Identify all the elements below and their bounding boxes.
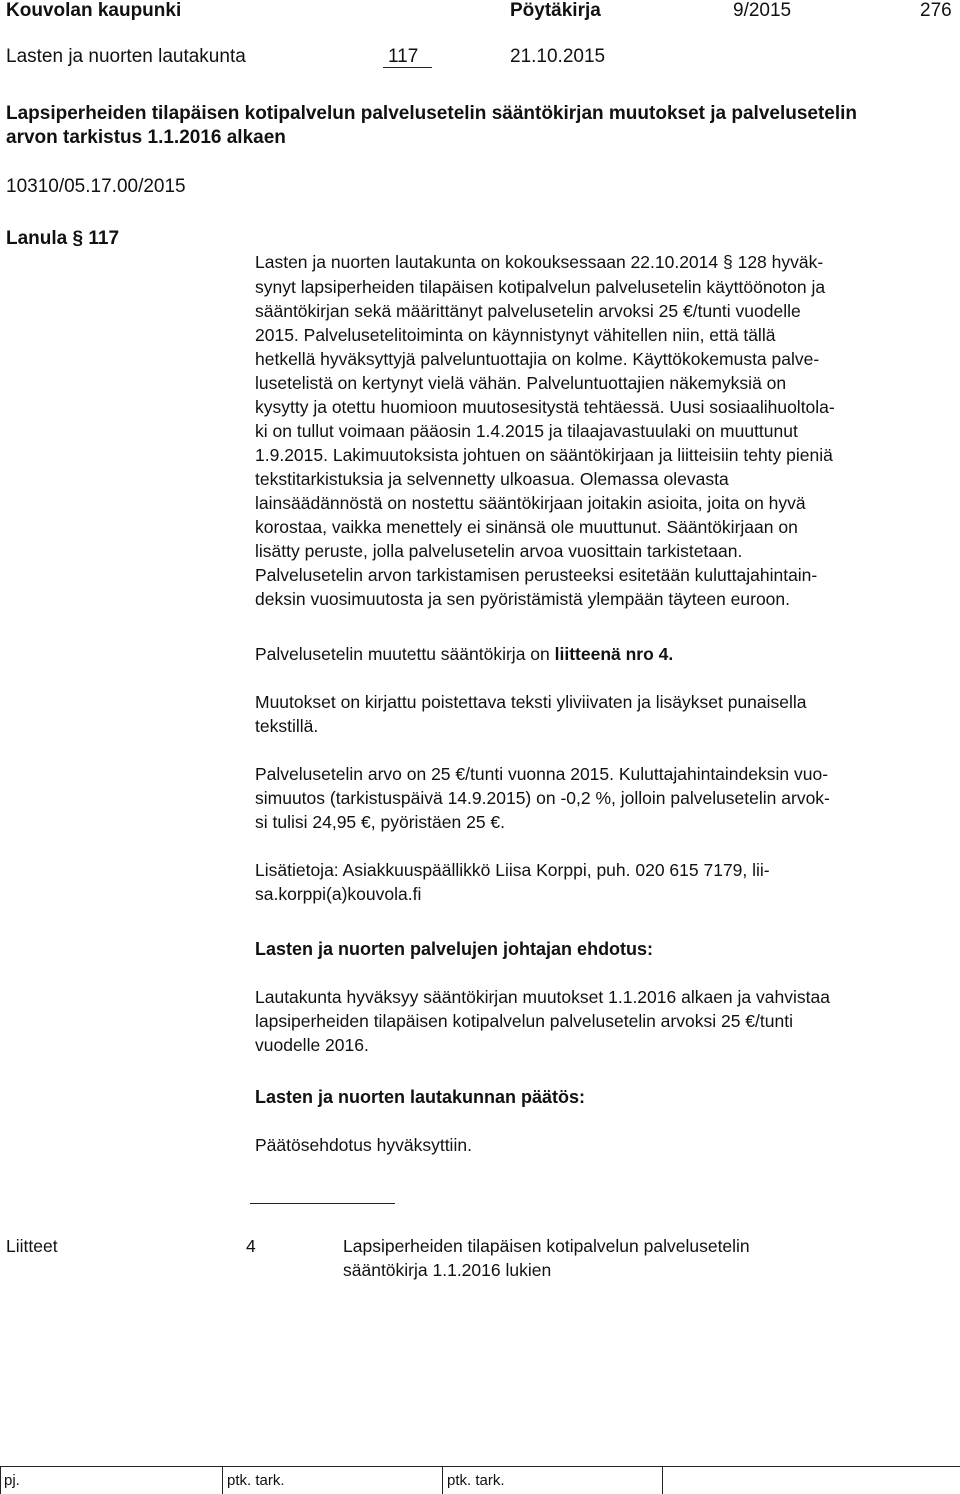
organization-name: Kouvolan kaupunki: [6, 0, 182, 21]
value-note-line: si tulisi 24,95 €, pyöristäen 25 €.: [255, 812, 506, 832]
body-line: 1.9.2015. Lakimuutoksista johtuen on sääntökirjaan ja liitteisiin tehty pieniä: [255, 445, 833, 465]
contact-note-line: Lisätietoja: Asiakkuuspäällikkö Liisa Korppi, puh. 020 615 7179, lii-: [255, 860, 770, 880]
footer-signature-checker-2: ptk. tark.: [447, 1472, 505, 1489]
document-number: 9/2015: [733, 0, 792, 21]
body-line: lusetelistä on kertynyt vielä vähän. Palveluntuottajien näkemyksiä on: [255, 373, 787, 393]
footer-signature-checker-1: ptk. tark.: [227, 1472, 285, 1489]
section-ref-name: Lanula: [6, 228, 68, 249]
attachment-number: 4: [246, 1236, 256, 1256]
section-symbol: §: [72, 228, 84, 249]
contact-note-line: sa.korppi(a)kouvola.fi: [255, 884, 422, 904]
attachments-label: Liitteet: [6, 1236, 58, 1256]
board-name: Lasten ja nuorten lautakunta: [6, 46, 246, 67]
body-line: lainsäädännöstä on nostettu sääntökirjaan joitakin asioita, joita on hyvä: [255, 493, 806, 513]
section-reference: [6, 228, 119, 250]
body-line: synyt lapsiperheiden tilapäisen kotipalvelun palvelusetelin käyttöönoton ja: [255, 277, 826, 297]
body-line: hetkellä hyväksyttyjä palveluntuottajia on kolme. Käyttökokemusta palve-: [255, 349, 820, 369]
proposal-line: vuodelle 2016.: [255, 1035, 369, 1055]
body-line: Lasten ja nuorten lautakunta on kokouksessaan 22.10.2014 § 128 hyväk-: [255, 252, 824, 272]
decision-heading: Lasten ja nuorten lautakunnan päätös:: [255, 1087, 586, 1107]
attachment-note: [255, 642, 673, 666]
value-note-line: simuutos (tarkistuspäivä 14.9.2015) on -0,2 %, jolloin palvelusetelin arvok-: [255, 788, 830, 808]
attachment-note-bold: liitteenä nro 4.: [554, 644, 674, 664]
section-ref-number: 117: [88, 228, 120, 249]
section-number: 117: [388, 46, 419, 67]
body-line: Palvelusetelin arvon tarkistamisen perusteeksi esitetään kuluttajahintain-: [255, 565, 818, 585]
value-note-line: Palvelusetelin arvo on 25 €/tunti vuonna 2015. Kuluttajahintaindeksin vuo-: [255, 764, 829, 784]
changes-note-line: Muutokset on kirjattu poistettava teksti yliviivaten ja lisäykset punaisella: [255, 692, 807, 712]
page-title-line-1: Lapsiperheiden tilapäisen kotipalvelun palvelusetelin sääntökirjan muutokset ja palvelusetelin: [6, 103, 858, 124]
attachment-title-line: Lapsiperheiden tilapäisen kotipalvelun palvelusetelin: [343, 1236, 750, 1256]
meeting-date: 21.10.2015: [510, 46, 606, 67]
body-line: tekstitarkistuksia ja selvennetty ulkoasua. Olemassa olevasta: [255, 469, 729, 489]
footer-divider: [0, 1466, 1, 1494]
attachment-note-text: Palvelusetelin muutettu sääntökirja on: [255, 644, 555, 664]
section-number-underline: [383, 67, 432, 68]
body-line: sääntökirjan sekä määrittänyt palvelusetelin arvoksi 25 €/tunti vuodelle: [255, 301, 801, 321]
body-line: deksin vuosimuutosta ja sen pyöristämistä ylempään täyteen euroon.: [255, 589, 791, 609]
proposal-line: lapsiperheiden tilapäisen kotipalvelun palvelusetelin arvoksi 25 €/tunti: [255, 1011, 793, 1031]
body-line: kysytty ja otettu huomioon muutosesitystä tehtäessä. Uusi sosiaalihuoltola-: [255, 397, 835, 417]
proposal-line: Lautakunta hyväksyy sääntökirjan muutokset 1.1.2016 alkaen ja vahvistaa: [255, 987, 830, 1007]
attachment-title-line: sääntökirja 1.1.2016 lukien: [343, 1260, 552, 1280]
footer-top-rule: [0, 1466, 960, 1467]
body-line: korostaa, vaikka menettely ei sinänsä ole muuttunut. Sääntökirjaan on: [255, 517, 798, 537]
footer-signature-chair: pj.: [4, 1472, 20, 1489]
changes-note-line: tekstillä.: [255, 716, 319, 736]
footer-divider: [662, 1466, 663, 1494]
proposal-heading: Lasten ja nuorten palvelujen johtajan ehdotus:: [255, 939, 654, 959]
decision-text: Päätösehdotus hyväksyttiin.: [255, 1135, 472, 1155]
page-title-line-2: arvon tarkistus 1.1.2016 alkaen: [6, 127, 286, 148]
body-line: lisätty peruste, jolla palvelusetelin arvoa vuosittain tarkistetaan.: [255, 541, 743, 561]
page-number: 276: [920, 0, 952, 21]
section-end-rule: [250, 1203, 395, 1204]
body-line: 2015. Palvelusetelitoiminta on käynnistynyt vähitellen niin, että tällä: [255, 325, 776, 345]
body-line: ki on tullut voimaan pääosin 1.4.2015 ja tilaajavastuulaki on muuttunut: [255, 421, 798, 441]
document-type: Pöytäkirja: [510, 0, 601, 21]
diary-number: 10310/05.17.00/2015: [6, 176, 186, 197]
footer-divider: [442, 1466, 443, 1494]
footer-divider: [222, 1466, 223, 1494]
